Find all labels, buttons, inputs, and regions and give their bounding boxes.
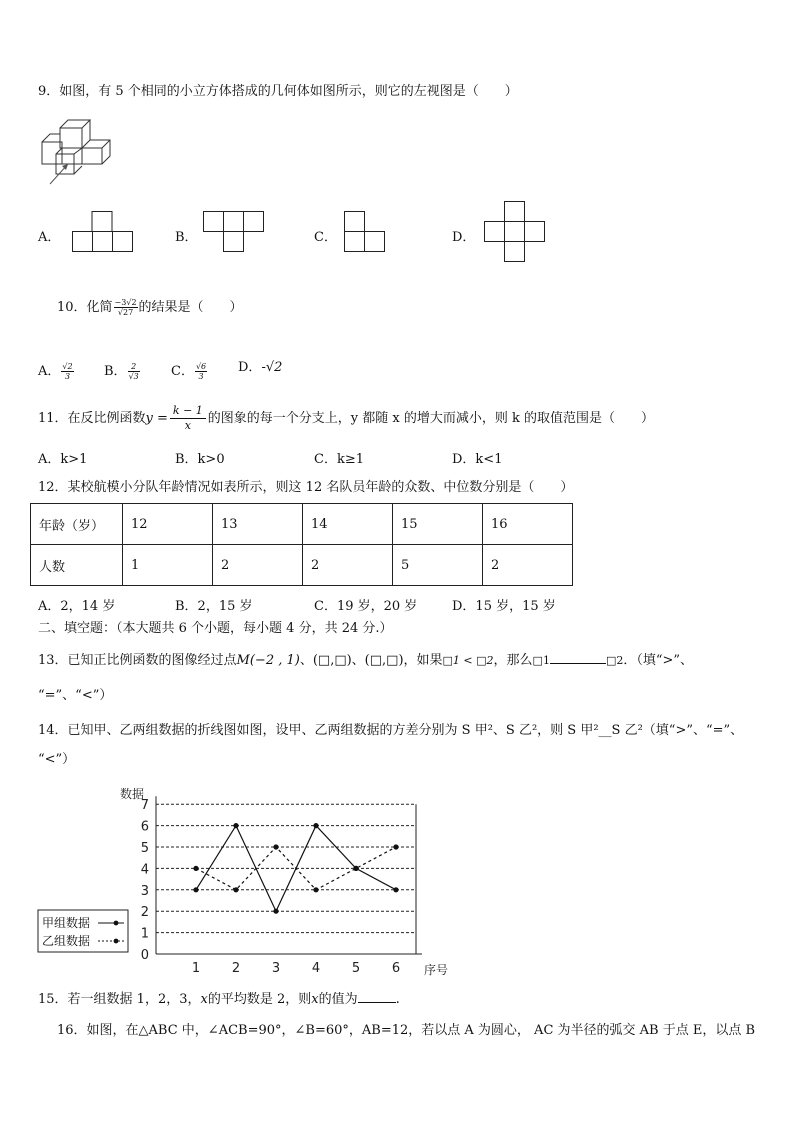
data-point <box>353 866 358 871</box>
data-point <box>273 909 278 914</box>
table-row <box>31 545 573 586</box>
line-chart <box>38 778 449 978</box>
x-tick-label: 5 <box>351 961 361 976</box>
table-cell: 15 <box>393 504 483 545</box>
table-cell: 13 <box>213 504 303 545</box>
x-tick-label: 4 <box>311 961 321 976</box>
table-cell: 12 <box>123 504 213 545</box>
y-tick-label: 0 <box>140 948 149 963</box>
q9-option-a-label: A． <box>38 230 61 245</box>
q15-stem: 15．若一组数据 1，2，3，x的平均数是 2，则x的值为 . <box>38 992 400 1007</box>
y-tick-label: 5 <box>140 841 149 856</box>
q11-option-b[interactable]: B．k>0 <box>175 452 225 467</box>
q9-3d-figure <box>38 112 138 192</box>
data-point <box>233 887 238 892</box>
y-axis-label: 数据 <box>120 787 145 802</box>
q13-answer-blank[interactable] <box>550 652 606 664</box>
legend-marker <box>114 921 119 926</box>
x-tick-label: 1 <box>191 961 201 976</box>
q9-stem: 9．如图，有 5 个相同的小立方体搭成的几何体如图所示，则它的左视图是（ ） <box>38 84 518 99</box>
x-axis-label: 序号 <box>424 963 449 977</box>
q12-option-c[interactable]: C．19 岁，20 岁 <box>314 599 418 614</box>
q11-stem: 11．在反比例函数y = $\frac{k - 1}{x}$ 的图象的每一个分支上，y 都随 x 的增大而减小，则 k 的取值范围是（ ） <box>38 404 655 432</box>
data-point <box>193 887 198 892</box>
data-point <box>313 887 318 892</box>
table-cell: 1 <box>123 545 213 586</box>
data-point <box>393 887 398 892</box>
q12-option-a[interactable]: A．2，14 岁 <box>38 599 116 614</box>
q9-option-c-figure[interactable] <box>344 211 386 253</box>
q9-option-b-figure[interactable] <box>203 211 265 253</box>
q11-option-d[interactable]: D．k<1 <box>452 452 503 467</box>
q13-hint-line2: “=”、“<”） <box>38 688 113 703</box>
table-cell: 16 <box>483 504 573 545</box>
table-cell: 14 <box>303 504 393 545</box>
q9-option-d-figure[interactable] <box>484 201 546 264</box>
age-table <box>30 503 573 586</box>
table-cell: 2 <box>213 545 303 586</box>
y-tick-label: 7 <box>140 798 149 814</box>
q12-stem: 12．某校航模小分队年龄情况如表所示，则这 12 名队员年龄的众数、中位数分别是（ ） <box>38 480 574 495</box>
legend-label: 乙组数据 <box>42 934 91 948</box>
y-tick-label: 1 <box>140 926 149 942</box>
y-tick-label: 3 <box>140 883 149 899</box>
q9-option-c-label: C． <box>314 230 337 245</box>
x-tick-label: 6 <box>391 961 401 976</box>
q14-stem: 14．已知甲、乙两组数据的折线图如图，设甲、乙两组数据的方差分别为 S 甲²、S 乙²，则 S 甲²__S 乙²（填“>”、“=”、 <box>38 723 744 738</box>
q9-option-d-label: D． <box>452 230 476 245</box>
table-row <box>31 504 573 545</box>
q11-option-c[interactable]: C．k≥1 <box>314 452 364 467</box>
data-point <box>193 866 198 871</box>
q9-option-b-label: B． <box>175 230 198 245</box>
table-cell: 2 <box>303 545 393 586</box>
q14-hint-line2: “<”） <box>38 752 76 767</box>
q10-stem: 10．化简 $\frac{-3√2}{√27}$ 的结果是（ ） <box>57 298 243 317</box>
legend-marker <box>114 939 119 944</box>
q11-option-a[interactable]: A．k>1 <box>38 452 88 467</box>
q10-option-d[interactable]: D．-√2 <box>238 360 283 375</box>
y-tick-label: 2 <box>140 905 149 921</box>
table-cell: 2 <box>483 545 573 586</box>
q10-option-b[interactable]: B． $\frac{2}{√3}$ <box>104 362 139 381</box>
y-tick-label: 4 <box>140 862 149 878</box>
table-cell: 年龄（岁） <box>31 504 123 545</box>
q16-stem: 16．如图，在△ABC 中，∠ACB=90°，∠B=60°，AB=12，若以点 A 为圆心， AC 为半径的弧交 AB 于点 E，以点 B <box>57 1023 756 1038</box>
q9-option-a-figure[interactable] <box>72 211 134 253</box>
data-point <box>233 823 238 828</box>
data-point <box>273 844 278 849</box>
q13-stem: 13．已知正比例函数的图像经过点M(−2 , 1)、(□,□)、(□,□)，如果□1 < □2，那么□1 □2．（填“>”、 <box>38 653 694 668</box>
y-tick-label: 6 <box>140 819 149 835</box>
table-cell: 5 <box>393 545 483 586</box>
q15-answer-blank[interactable] <box>358 991 396 1003</box>
q10-option-c[interactable]: C． $\frac{√6}{3}$ <box>171 362 207 381</box>
legend-label: 甲组数据 <box>42 916 91 930</box>
q12-option-d[interactable]: D．15 岁，15 岁 <box>452 599 556 614</box>
table-cell: 人数 <box>31 545 123 586</box>
x-tick-label: 2 <box>231 961 241 976</box>
q12-option-b[interactable]: B．2，15 岁 <box>175 599 253 614</box>
data-point <box>393 844 398 849</box>
q10-option-a[interactable]: A． $\frac{√2}{3}$ <box>38 362 73 381</box>
section-heading-fill-blanks: 二、填空题：（本大题共 6 个小题，每小题 4 分，共 24 分.） <box>38 621 393 636</box>
x-tick-label: 3 <box>271 961 281 976</box>
data-point <box>313 823 318 828</box>
